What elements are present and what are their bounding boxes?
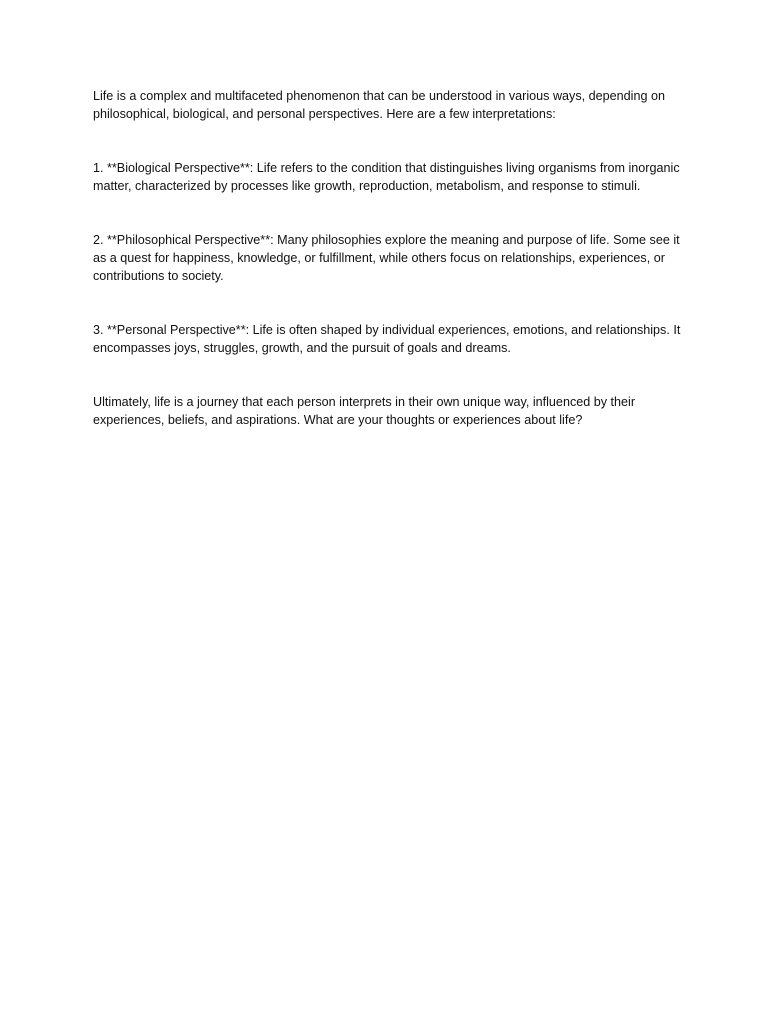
biological-perspective-paragraph: 1. **Biological Perspective**: Life refers to the condition that distinguishes living organisms from inorganic matter, characterized by processes like growth, reproduction, metabolism, and response to stimuli. — [93, 161, 680, 193]
personal-perspective-paragraph: 3. **Personal Perspective**: Life is often shaped by individual experiences, emotions, and relationships. It encompasses joys, struggles, growth, and the pursuit of goals and dreams. — [93, 323, 681, 355]
conclusion-paragraph: Ultimately, life is a journey that each person interprets in their own unique way, influenced by their experiences, beliefs, and aspirations. What are your thoughts or experiences about life? — [93, 395, 636, 427]
intro-paragraph: Life is a complex and multifaceted phenomenon that can be understood in various ways, depending on philosophical, biological, and personal perspectives. Here are a few interpretations: — [93, 89, 665, 121]
document-body — [93, 87, 683, 429]
philosophical-perspective-paragraph: 2. **Philosophical Perspective**: Many philosophies explore the meaning and purpose of life. Some see it as a quest for happiness, knowledge, or fulfillment, while others focus on relationships, experiences, or contributions to society. — [93, 233, 680, 283]
